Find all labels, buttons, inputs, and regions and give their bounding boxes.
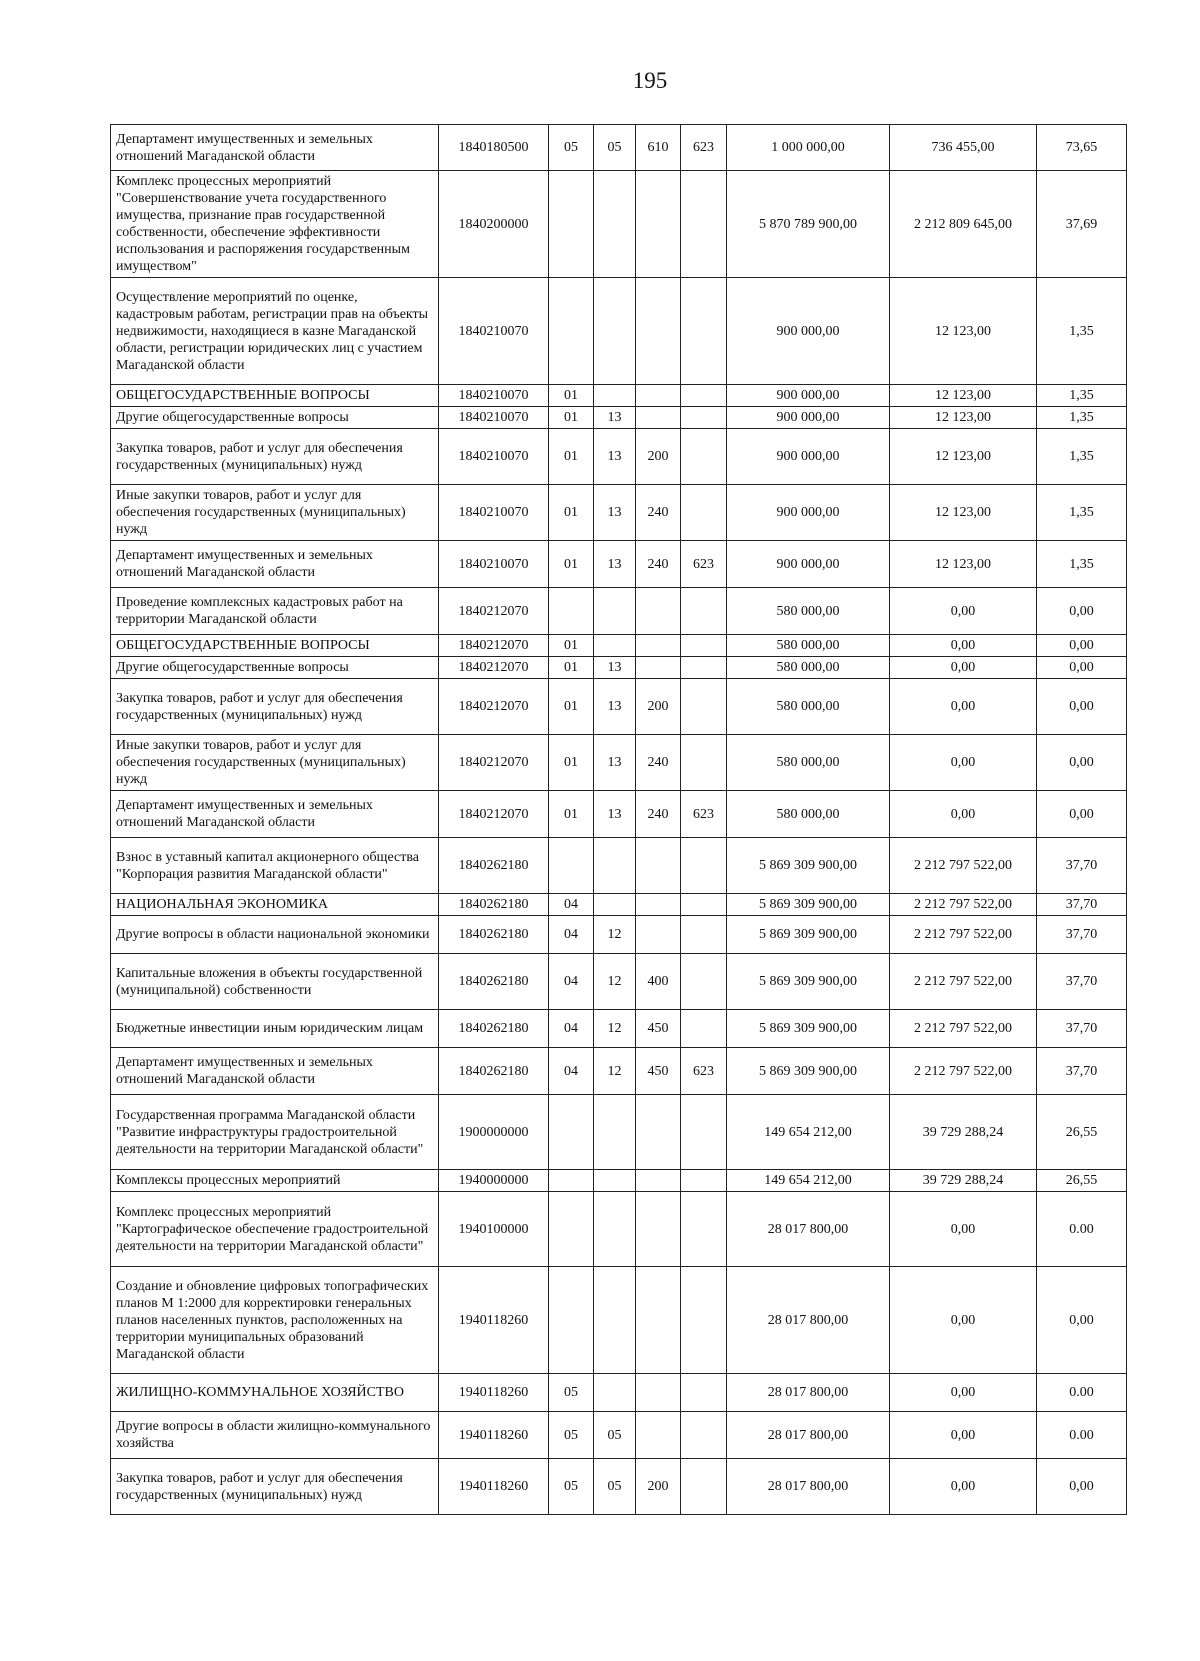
subsection-code bbox=[594, 278, 636, 385]
subsection-code: 05 bbox=[594, 125, 636, 171]
administrator-code bbox=[681, 735, 727, 791]
subsection-code: 13 bbox=[594, 679, 636, 735]
table-row bbox=[111, 679, 1127, 735]
section-code: 05 bbox=[549, 1412, 594, 1459]
row-name: Департамент имущественных и земельных отношений Магаданской области bbox=[111, 1048, 439, 1095]
row-name: Проведение комплексных кадастровых работ на территории Магаданской области bbox=[111, 588, 439, 635]
administrator-code: 623 bbox=[681, 125, 727, 171]
expense-type-code bbox=[636, 916, 681, 954]
table-row bbox=[111, 1095, 1127, 1170]
expense-type-code bbox=[636, 1192, 681, 1267]
row-name: Закупка товаров, работ и услуг для обеспечения государственных (муниципальных) нужд bbox=[111, 679, 439, 735]
expense-type-code bbox=[636, 171, 681, 278]
subsection-code bbox=[594, 588, 636, 635]
executed-amount: 0,00 bbox=[890, 588, 1037, 635]
execution-percent: 73,65 bbox=[1037, 125, 1127, 171]
target-code: 1840262180 bbox=[439, 838, 549, 894]
section-code: 01 bbox=[549, 485, 594, 541]
subsection-code: 13 bbox=[594, 791, 636, 838]
table-row bbox=[111, 1459, 1127, 1515]
expense-type-code bbox=[636, 1412, 681, 1459]
execution-percent: 0,00 bbox=[1037, 1267, 1127, 1374]
target-code: 1900000000 bbox=[439, 1095, 549, 1170]
table-row bbox=[111, 1192, 1127, 1267]
administrator-code bbox=[681, 1170, 727, 1192]
administrator-code bbox=[681, 429, 727, 485]
administrator-code bbox=[681, 407, 727, 429]
execution-percent: 1,35 bbox=[1037, 429, 1127, 485]
page-number: 195 bbox=[632, 68, 668, 93]
execution-percent: 26,55 bbox=[1037, 1095, 1127, 1170]
subsection-code bbox=[594, 1267, 636, 1374]
target-code: 1840262180 bbox=[439, 1048, 549, 1095]
table-row bbox=[111, 429, 1127, 485]
target-code: 1840262180 bbox=[439, 954, 549, 1010]
target-code: 1840210070 bbox=[439, 385, 549, 407]
expense-type-code bbox=[636, 1170, 681, 1192]
row-name: Взнос в уставный капитал акционерного общества "Корпорация развития Магаданской области" bbox=[111, 838, 439, 894]
section-code: 04 bbox=[549, 954, 594, 1010]
planned-amount: 580 000,00 bbox=[727, 588, 890, 635]
execution-percent: 0,00 bbox=[1037, 735, 1127, 791]
section-code: 01 bbox=[549, 407, 594, 429]
execution-percent: 0,00 bbox=[1037, 588, 1127, 635]
table-row bbox=[111, 588, 1127, 635]
executed-amount: 2 212 797 522,00 bbox=[890, 916, 1037, 954]
execution-percent: 0.00 bbox=[1037, 1192, 1127, 1267]
expense-type-code: 450 bbox=[636, 1010, 681, 1048]
section-code: 05 bbox=[549, 1459, 594, 1515]
subsection-code: 05 bbox=[594, 1412, 636, 1459]
section-code bbox=[549, 1170, 594, 1192]
row-name: Комплекс процессных мероприятий "Совершенствование учета государственного имущества, признание прав государственной собственности, обеспечение эффективности использования и распоряжения государственным имуществом" bbox=[111, 171, 439, 278]
planned-amount: 900 000,00 bbox=[727, 385, 890, 407]
row-name: Другие вопросы в области национальной экономики bbox=[111, 916, 439, 954]
expense-type-code: 610 bbox=[636, 125, 681, 171]
section-code bbox=[549, 838, 594, 894]
planned-amount: 900 000,00 bbox=[727, 541, 890, 588]
subsection-code: 13 bbox=[594, 657, 636, 679]
row-name: Департамент имущественных и земельных отношений Магаданской области bbox=[111, 125, 439, 171]
execution-percent: 26,55 bbox=[1037, 1170, 1127, 1192]
execution-percent: 37,70 bbox=[1037, 1010, 1127, 1048]
table-row bbox=[111, 916, 1127, 954]
expense-type-code bbox=[636, 657, 681, 679]
subsection-code: 13 bbox=[594, 541, 636, 588]
administrator-code bbox=[681, 171, 727, 278]
target-code: 1840212070 bbox=[439, 679, 549, 735]
administrator-code bbox=[681, 588, 727, 635]
administrator-code: 623 bbox=[681, 1048, 727, 1095]
table-row bbox=[111, 635, 1127, 657]
target-code: 1840180500 bbox=[439, 125, 549, 171]
target-code: 1940118260 bbox=[439, 1459, 549, 1515]
expense-type-code bbox=[636, 838, 681, 894]
target-code: 1840210070 bbox=[439, 429, 549, 485]
target-code: 1840212070 bbox=[439, 735, 549, 791]
execution-percent: 37,70 bbox=[1037, 1048, 1127, 1095]
administrator-code bbox=[681, 635, 727, 657]
expense-type-code: 240 bbox=[636, 485, 681, 541]
subsection-code: 12 bbox=[594, 1010, 636, 1048]
row-name: Государственная программа Магаданской области "Развитие инфраструктуры градостроительной деятельности на территории Магаданской области" bbox=[111, 1095, 439, 1170]
administrator-code bbox=[681, 954, 727, 1010]
table-row bbox=[111, 735, 1127, 791]
target-code: 1940118260 bbox=[439, 1374, 549, 1412]
section-code: 01 bbox=[549, 635, 594, 657]
section-code bbox=[549, 278, 594, 385]
section-code bbox=[549, 1095, 594, 1170]
executed-amount: 12 123,00 bbox=[890, 385, 1037, 407]
planned-amount: 5 870 789 900,00 bbox=[727, 171, 890, 278]
planned-amount: 28 017 800,00 bbox=[727, 1459, 890, 1515]
planned-amount: 28 017 800,00 bbox=[727, 1192, 890, 1267]
expense-type-code: 240 bbox=[636, 541, 681, 588]
target-code: 1840210070 bbox=[439, 278, 549, 385]
execution-percent: 1,35 bbox=[1037, 485, 1127, 541]
row-name: Иные закупки товаров, работ и услуг для обеспечения государственных (муниципальных) нужд bbox=[111, 485, 439, 541]
row-name: Закупка товаров, работ и услуг для обеспечения государственных (муниципальных) нужд bbox=[111, 429, 439, 485]
target-code: 1840210070 bbox=[439, 541, 549, 588]
executed-amount: 0,00 bbox=[890, 1412, 1037, 1459]
target-code: 1840212070 bbox=[439, 635, 549, 657]
planned-amount: 149 654 212,00 bbox=[727, 1095, 890, 1170]
planned-amount: 900 000,00 bbox=[727, 429, 890, 485]
executed-amount: 2 212 809 645,00 bbox=[890, 171, 1037, 278]
executed-amount: 12 123,00 bbox=[890, 407, 1037, 429]
row-name: ЖИЛИЩНО-КОММУНАЛЬНОЕ ХОЗЯЙСТВО bbox=[111, 1374, 439, 1412]
executed-amount: 39 729 288,24 bbox=[890, 1095, 1037, 1170]
row-name: ОБЩЕГОСУДАРСТВЕННЫЕ ВОПРОСЫ bbox=[111, 385, 439, 407]
execution-percent: 0,00 bbox=[1037, 635, 1127, 657]
planned-amount: 5 869 309 900,00 bbox=[727, 1010, 890, 1048]
expense-type-code bbox=[636, 278, 681, 385]
subsection-code bbox=[594, 1374, 636, 1412]
table-row bbox=[111, 1267, 1127, 1374]
planned-amount: 1 000 000,00 bbox=[727, 125, 890, 171]
executed-amount: 39 729 288,24 bbox=[890, 1170, 1037, 1192]
subsection-code bbox=[594, 1192, 636, 1267]
planned-amount: 5 869 309 900,00 bbox=[727, 916, 890, 954]
expense-type-code bbox=[636, 588, 681, 635]
executed-amount: 12 123,00 bbox=[890, 541, 1037, 588]
expense-type-code: 240 bbox=[636, 791, 681, 838]
administrator-code: 623 bbox=[681, 791, 727, 838]
section-code: 04 bbox=[549, 916, 594, 954]
row-name: Комплекс процессных мероприятий "Картографическое обеспечение градостроительной деятельности на территории Магаданской области" bbox=[111, 1192, 439, 1267]
row-name: Другие общегосударственные вопросы bbox=[111, 407, 439, 429]
subsection-code: 13 bbox=[594, 429, 636, 485]
section-code bbox=[549, 171, 594, 278]
executed-amount: 12 123,00 bbox=[890, 278, 1037, 385]
section-code: 01 bbox=[549, 429, 594, 485]
execution-percent: 0,00 bbox=[1037, 657, 1127, 679]
administrator-code bbox=[681, 894, 727, 916]
execution-percent: 0,00 bbox=[1037, 679, 1127, 735]
target-code: 1840262180 bbox=[439, 916, 549, 954]
administrator-code bbox=[681, 1412, 727, 1459]
expense-type-code: 450 bbox=[636, 1048, 681, 1095]
target-code: 1940100000 bbox=[439, 1192, 549, 1267]
subsection-code bbox=[594, 838, 636, 894]
executed-amount: 12 123,00 bbox=[890, 485, 1037, 541]
table-row bbox=[111, 657, 1127, 679]
section-code: 04 bbox=[549, 1048, 594, 1095]
executed-amount: 2 212 797 522,00 bbox=[890, 894, 1037, 916]
planned-amount: 900 000,00 bbox=[727, 278, 890, 385]
planned-amount: 28 017 800,00 bbox=[727, 1412, 890, 1459]
row-name: Бюджетные инвестиции иным юридическим лицам bbox=[111, 1010, 439, 1048]
administrator-code bbox=[681, 679, 727, 735]
execution-percent: 0.00 bbox=[1037, 1374, 1127, 1412]
planned-amount: 28 017 800,00 bbox=[727, 1267, 890, 1374]
section-code: 01 bbox=[549, 541, 594, 588]
planned-amount: 580 000,00 bbox=[727, 635, 890, 657]
administrator-code bbox=[681, 385, 727, 407]
executed-amount: 12 123,00 bbox=[890, 429, 1037, 485]
section-code: 01 bbox=[549, 679, 594, 735]
planned-amount: 580 000,00 bbox=[727, 735, 890, 791]
table-row bbox=[111, 1010, 1127, 1048]
subsection-code: 13 bbox=[594, 485, 636, 541]
table-row bbox=[111, 385, 1127, 407]
row-name: Департамент имущественных и земельных отношений Магаданской области bbox=[111, 791, 439, 838]
execution-percent: 0.00 bbox=[1037, 1412, 1127, 1459]
planned-amount: 5 869 309 900,00 bbox=[727, 838, 890, 894]
table-row bbox=[111, 1374, 1127, 1412]
executed-amount: 0,00 bbox=[890, 791, 1037, 838]
row-name: Другие общегосударственные вопросы bbox=[111, 657, 439, 679]
expense-type-code bbox=[636, 894, 681, 916]
planned-amount: 900 000,00 bbox=[727, 407, 890, 429]
subsection-code bbox=[594, 1170, 636, 1192]
expense-type-code bbox=[636, 385, 681, 407]
section-code: 04 bbox=[549, 894, 594, 916]
executed-amount: 0,00 bbox=[890, 735, 1037, 791]
execution-percent: 37,69 bbox=[1037, 171, 1127, 278]
section-code bbox=[549, 1267, 594, 1374]
table-row bbox=[111, 171, 1127, 278]
executed-amount: 0,00 bbox=[890, 1267, 1037, 1374]
target-code: 1840262180 bbox=[439, 1010, 549, 1048]
execution-percent: 37,70 bbox=[1037, 954, 1127, 1010]
planned-amount: 149 654 212,00 bbox=[727, 1170, 890, 1192]
table-row bbox=[111, 838, 1127, 894]
executed-amount: 2 212 797 522,00 bbox=[890, 954, 1037, 1010]
target-code: 1840262180 bbox=[439, 894, 549, 916]
subsection-code bbox=[594, 1095, 636, 1170]
executed-amount: 2 212 797 522,00 bbox=[890, 838, 1037, 894]
administrator-code bbox=[681, 838, 727, 894]
budget-table bbox=[110, 124, 1127, 1515]
planned-amount: 900 000,00 bbox=[727, 485, 890, 541]
target-code: 1840210070 bbox=[439, 407, 549, 429]
subsection-code bbox=[594, 894, 636, 916]
executed-amount: 2 212 797 522,00 bbox=[890, 1048, 1037, 1095]
target-code: 1840212070 bbox=[439, 791, 549, 838]
target-code: 1840210070 bbox=[439, 485, 549, 541]
planned-amount: 5 869 309 900,00 bbox=[727, 894, 890, 916]
section-code bbox=[549, 1192, 594, 1267]
execution-percent: 1,35 bbox=[1037, 541, 1127, 588]
section-code: 01 bbox=[549, 385, 594, 407]
execution-percent: 0,00 bbox=[1037, 791, 1127, 838]
section-code: 01 bbox=[549, 735, 594, 791]
subsection-code bbox=[594, 385, 636, 407]
target-code: 1840200000 bbox=[439, 171, 549, 278]
target-code: 1840212070 bbox=[439, 588, 549, 635]
administrator-code bbox=[681, 485, 727, 541]
planned-amount: 580 000,00 bbox=[727, 657, 890, 679]
planned-amount: 580 000,00 bbox=[727, 679, 890, 735]
planned-amount: 5 869 309 900,00 bbox=[727, 954, 890, 1010]
administrator-code bbox=[681, 278, 727, 385]
table-row bbox=[111, 954, 1127, 1010]
expense-type-code bbox=[636, 635, 681, 657]
row-name: Комплексы процессных мероприятий bbox=[111, 1170, 439, 1192]
administrator-code bbox=[681, 1374, 727, 1412]
expense-type-code bbox=[636, 1095, 681, 1170]
table-row bbox=[111, 1412, 1127, 1459]
planned-amount: 5 869 309 900,00 bbox=[727, 1048, 890, 1095]
administrator-code: 623 bbox=[681, 541, 727, 588]
executed-amount: 736 455,00 bbox=[890, 125, 1037, 171]
subsection-code: 12 bbox=[594, 954, 636, 1010]
row-name: НАЦИОНАЛЬНАЯ ЭКОНОМИКА bbox=[111, 894, 439, 916]
execution-percent: 0,00 bbox=[1037, 1459, 1127, 1515]
target-code: 1940118260 bbox=[439, 1412, 549, 1459]
executed-amount: 0,00 bbox=[890, 1192, 1037, 1267]
subsection-code bbox=[594, 635, 636, 657]
expense-type-code: 400 bbox=[636, 954, 681, 1010]
table-row bbox=[111, 1170, 1127, 1192]
execution-percent: 37,70 bbox=[1037, 916, 1127, 954]
row-name: Другие вопросы в области жилищно-коммунального хозяйства bbox=[111, 1412, 439, 1459]
table-row bbox=[111, 407, 1127, 429]
administrator-code bbox=[681, 657, 727, 679]
execution-percent: 37,70 bbox=[1037, 894, 1127, 916]
subsection-code: 13 bbox=[594, 735, 636, 791]
row-name: Создание и обновление цифровых топографических планов М 1:2000 для корректировки генеральных планов населенных пунктов, расположенных на территории муниципальных образований Магаданской области bbox=[111, 1267, 439, 1374]
target-code: 1840212070 bbox=[439, 657, 549, 679]
row-name: Осуществление мероприятий по оценке, кадастровым работам, регистрации прав на объекты недвижимости, находящиеся в казне Магаданской области, регистрации юридических лиц с участием Магаданской области bbox=[111, 278, 439, 385]
section-code: 05 bbox=[549, 1374, 594, 1412]
administrator-code bbox=[681, 1267, 727, 1374]
expense-type-code bbox=[636, 1374, 681, 1412]
executed-amount: 0,00 bbox=[890, 657, 1037, 679]
subsection-code: 12 bbox=[594, 1048, 636, 1095]
section-code: 04 bbox=[549, 1010, 594, 1048]
table-row bbox=[111, 894, 1127, 916]
section-code bbox=[549, 588, 594, 635]
table-row bbox=[111, 791, 1127, 838]
administrator-code bbox=[681, 1010, 727, 1048]
expense-type-code: 200 bbox=[636, 679, 681, 735]
target-code: 1940000000 bbox=[439, 1170, 549, 1192]
administrator-code bbox=[681, 916, 727, 954]
executed-amount: 0,00 bbox=[890, 679, 1037, 735]
executed-amount: 2 212 797 522,00 bbox=[890, 1010, 1037, 1048]
planned-amount: 28 017 800,00 bbox=[727, 1374, 890, 1412]
section-code: 01 bbox=[549, 791, 594, 838]
executed-amount: 0,00 bbox=[890, 1459, 1037, 1515]
execution-percent: 1,35 bbox=[1037, 385, 1127, 407]
subsection-code: 05 bbox=[594, 1459, 636, 1515]
execution-percent: 1,35 bbox=[1037, 407, 1127, 429]
execution-percent: 37,70 bbox=[1037, 838, 1127, 894]
expense-type-code: 240 bbox=[636, 735, 681, 791]
expense-type-code bbox=[636, 407, 681, 429]
row-name: ОБЩЕГОСУДАРСТВЕННЫЕ ВОПРОСЫ bbox=[111, 635, 439, 657]
section-code: 01 bbox=[549, 657, 594, 679]
row-name: Департамент имущественных и земельных отношений Магаданской области bbox=[111, 541, 439, 588]
subsection-code bbox=[594, 171, 636, 278]
executed-amount: 0,00 bbox=[890, 1374, 1037, 1412]
administrator-code bbox=[681, 1192, 727, 1267]
table-row bbox=[111, 541, 1127, 588]
executed-amount: 0,00 bbox=[890, 635, 1037, 657]
target-code: 1940118260 bbox=[439, 1267, 549, 1374]
administrator-code bbox=[681, 1095, 727, 1170]
planned-amount: 580 000,00 bbox=[727, 791, 890, 838]
expense-type-code: 200 bbox=[636, 429, 681, 485]
row-name: Иные закупки товаров, работ и услуг для обеспечения государственных (муниципальных) нужд bbox=[111, 735, 439, 791]
table-row bbox=[111, 278, 1127, 385]
administrator-code bbox=[681, 1459, 727, 1515]
table-row bbox=[111, 125, 1127, 171]
table-row bbox=[111, 485, 1127, 541]
expense-type-code bbox=[636, 1267, 681, 1374]
subsection-code: 13 bbox=[594, 407, 636, 429]
execution-percent: 1,35 bbox=[1037, 278, 1127, 385]
expense-type-code: 200 bbox=[636, 1459, 681, 1515]
section-code: 05 bbox=[549, 125, 594, 171]
subsection-code: 12 bbox=[594, 916, 636, 954]
table-row bbox=[111, 1048, 1127, 1095]
row-name: Закупка товаров, работ и услуг для обеспечения государственных (муниципальных) нужд bbox=[111, 1459, 439, 1515]
row-name: Капитальные вложения в объекты государственной (муниципальной) собственности bbox=[111, 954, 439, 1010]
